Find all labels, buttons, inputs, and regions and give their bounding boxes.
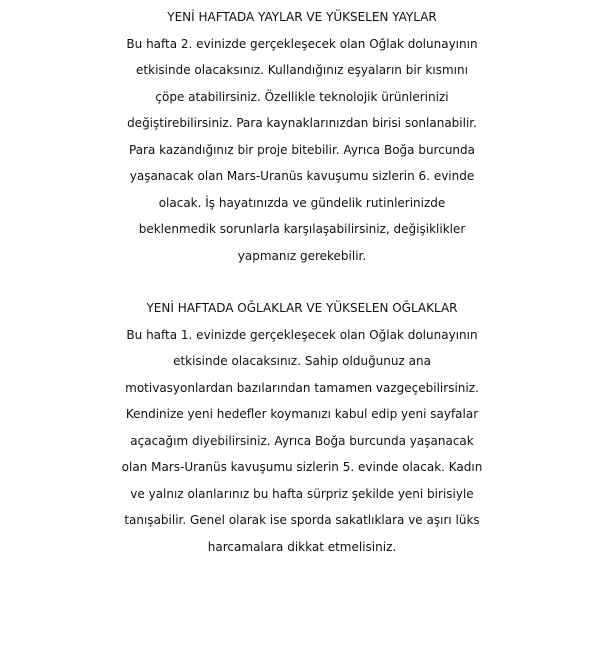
body-line: beklenmedik sorunlarla karşılaşabilirsiniz, değişiklikler	[138, 222, 466, 236]
body-line: etkisinde olacaksınız. Sahip olduğunuz ana	[173, 354, 431, 368]
body-line: Bu hafta 2. evinizde gerçekleşecek olan Oğlak dolunayının	[126, 36, 478, 51]
body-line: açacağım diyebilirsiniz. Ayrıca Boğa burcunda yaşanacak	[130, 433, 474, 448]
body-line: Para kazandığınız bir proje bitebilir. Ayrıca Boğa burcunda	[129, 142, 475, 157]
horoscope-section-oglaklar	[0, 295, 604, 560]
body-line: yapmanız gerekebilir.	[237, 248, 367, 263]
body-line: tanışabilir. Genel olarak ise sporda sakatlıklara ve aşırı lüks	[124, 513, 480, 527]
body-line: motivasyonlardan bazılarından tamamen vazgeçebilirsiniz.	[125, 380, 479, 395]
body-line: değiştirebilirsiniz. Para kaynaklarınızdan birisi sonlanabilir.	[127, 116, 477, 130]
body-line: Kendinize yeni hedefler koymanızı kabul edip yeni sayfalar	[125, 407, 479, 421]
section-heading: YENİ HAFTADA YAYLAR VE YÜKSELEN YAYLAR	[167, 10, 437, 24]
horoscope-section-yaylar	[0, 4, 604, 269]
section-heading: YENİ HAFTADA OĞLAKLAR VE YÜKSELEN OĞLAKLAR	[146, 301, 458, 315]
body-line: harcamalara dikkat etmelisiniz.	[207, 539, 397, 554]
body-line: ve yalnız olanlarınız bu hafta sürpriz şekilde yeni birisiyle	[130, 486, 474, 501]
body-line: çöpe atabilirsiniz. Özellikle teknolojik ürünlerinizi	[155, 89, 449, 104]
body-line: etkisinde olacaksınız. Kullandığınız eşyaların bir kısmını	[136, 63, 468, 77]
body-line: Bu hafta 1. evinizde gerçekleşecek olan Oğlak dolunayının	[126, 327, 478, 342]
body-line: olacak. İş hayatınızda ve gündelik rutinlerinizde	[158, 195, 446, 210]
body-line: yaşanacak olan Mars-Uranüs kavuşumu sizlerin 6. evinde	[129, 169, 475, 183]
body-line: olan Mars-Uranüs kavuşumu sizlerin 5. evinde olacak. Kadın	[121, 460, 483, 474]
